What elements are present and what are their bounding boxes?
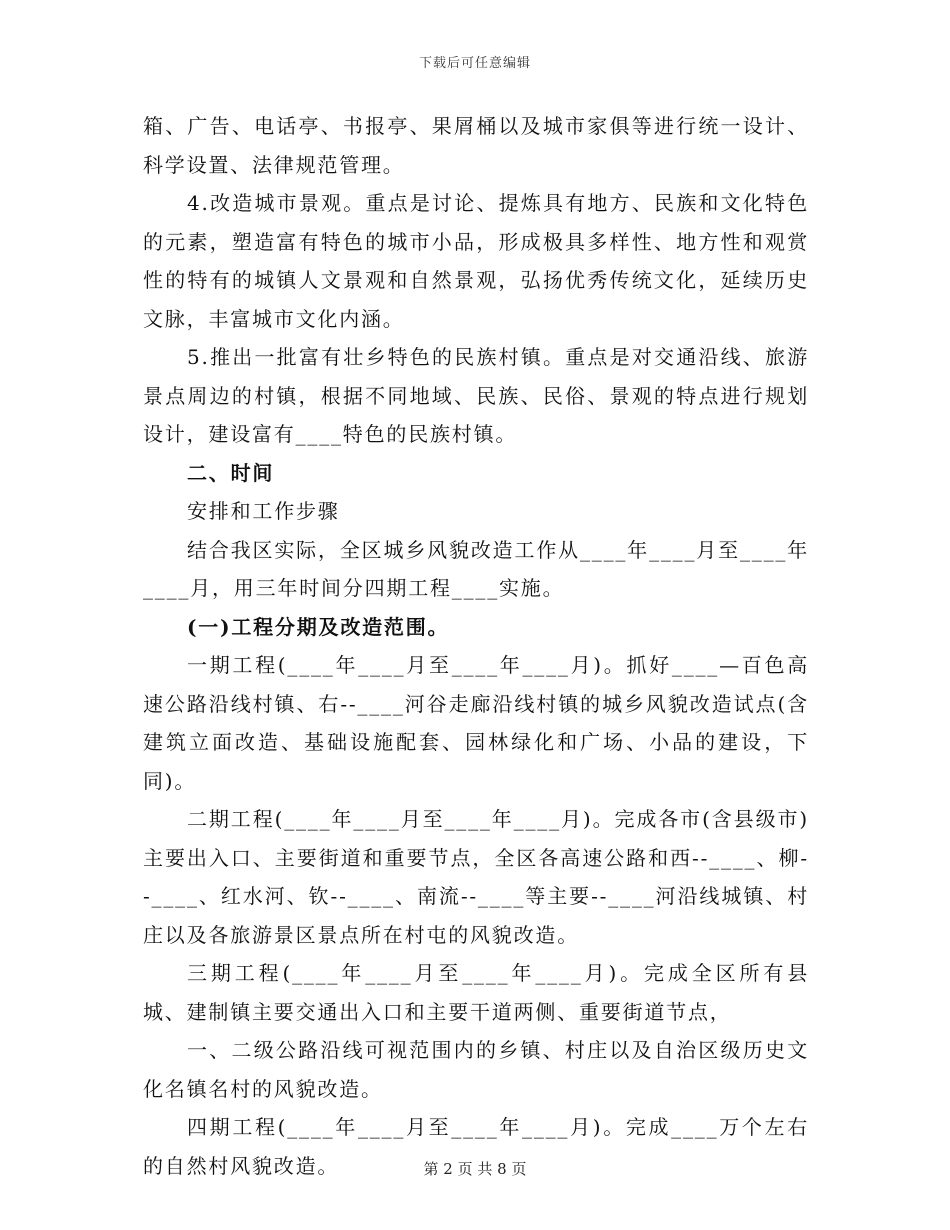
paragraph-phase-2: 二期工程(____年____月至____年____月)。完成各市(含县级市)主要出入口、主要街道和重要节点，全区各高速公路和西--____、柳--____、红水河、钦--____、南流--____等主要--____河沿线城镇、村庄以及各旅游景区景点所在村屯的风貌改造。 [143,807,809,947]
paragraph-phase-3: 三期工程(____年____月至____年____月)。完成全区所有县城、建制镇主要交通出入口和主要干道两侧、重要街道节点， [143,961,809,1024]
paragraph-schedule: 结合我区实际，全区城乡风貌改造工作从____年____月至____年____月，用三年时间分四期工程____实施。 [143,537,809,600]
page-number: 第 2 页 共 8 页 [423,1160,527,1178]
page-header: 下载后可任意编辑 [418,56,531,71]
paragraph-phase-1: 一期工程(____年____月至____年____月)。抓好____—百色高速公路沿线村镇、右--____河谷走廊沿线村镇的城乡风貌改造试点(含建筑立面改造、基础设施配套、园林绿化和广场、小品的建设，下同)。 [143,653,809,793]
section-subheading-steps: 安排和工作步骤 [187,499,340,523]
section-heading-time: 二、时间 [187,460,275,485]
paragraph-item-4: 4.改造城市景观。重点是讨论、提炼具有地方、民族和文化特色的元素，塑造富有特色的城市小品，形成极具多样性、地方性和观赏性的特有的城镇人文景观和自然景观，弘扬优秀传统文化，延续历史文脉，丰富城市文化内涵。 [143,191,809,331]
paragraph-continuation: 箱、广告、电话亭、书报亭、果屑桶以及城市家俱等进行统一设计、科学设置、法律规范管理。 [143,114,809,177]
paragraph-phase-4: 四期工程(____年____月至____年____月)。完成____万个左右的自然村风貌改造。 [143,1115,809,1178]
document-body [143,107,809,1185]
paragraph-phase-3-continued: 一、二级公路沿线可视范围内的乡镇、村庄以及自治区级历史文化名镇名村的风貌改造。 [143,1038,809,1101]
paragraph-item-5: 5.推出一批富有壮乡特色的民族村镇。重点是对交通沿线、旅游景点周边的村镇，根据不同地域、民族、民俗、景观的特点进行规划设计，建设富有____特色的民族村镇。 [143,345,809,446]
subsection-heading-phases: (一)工程分期及改造范围。 [187,614,450,639]
